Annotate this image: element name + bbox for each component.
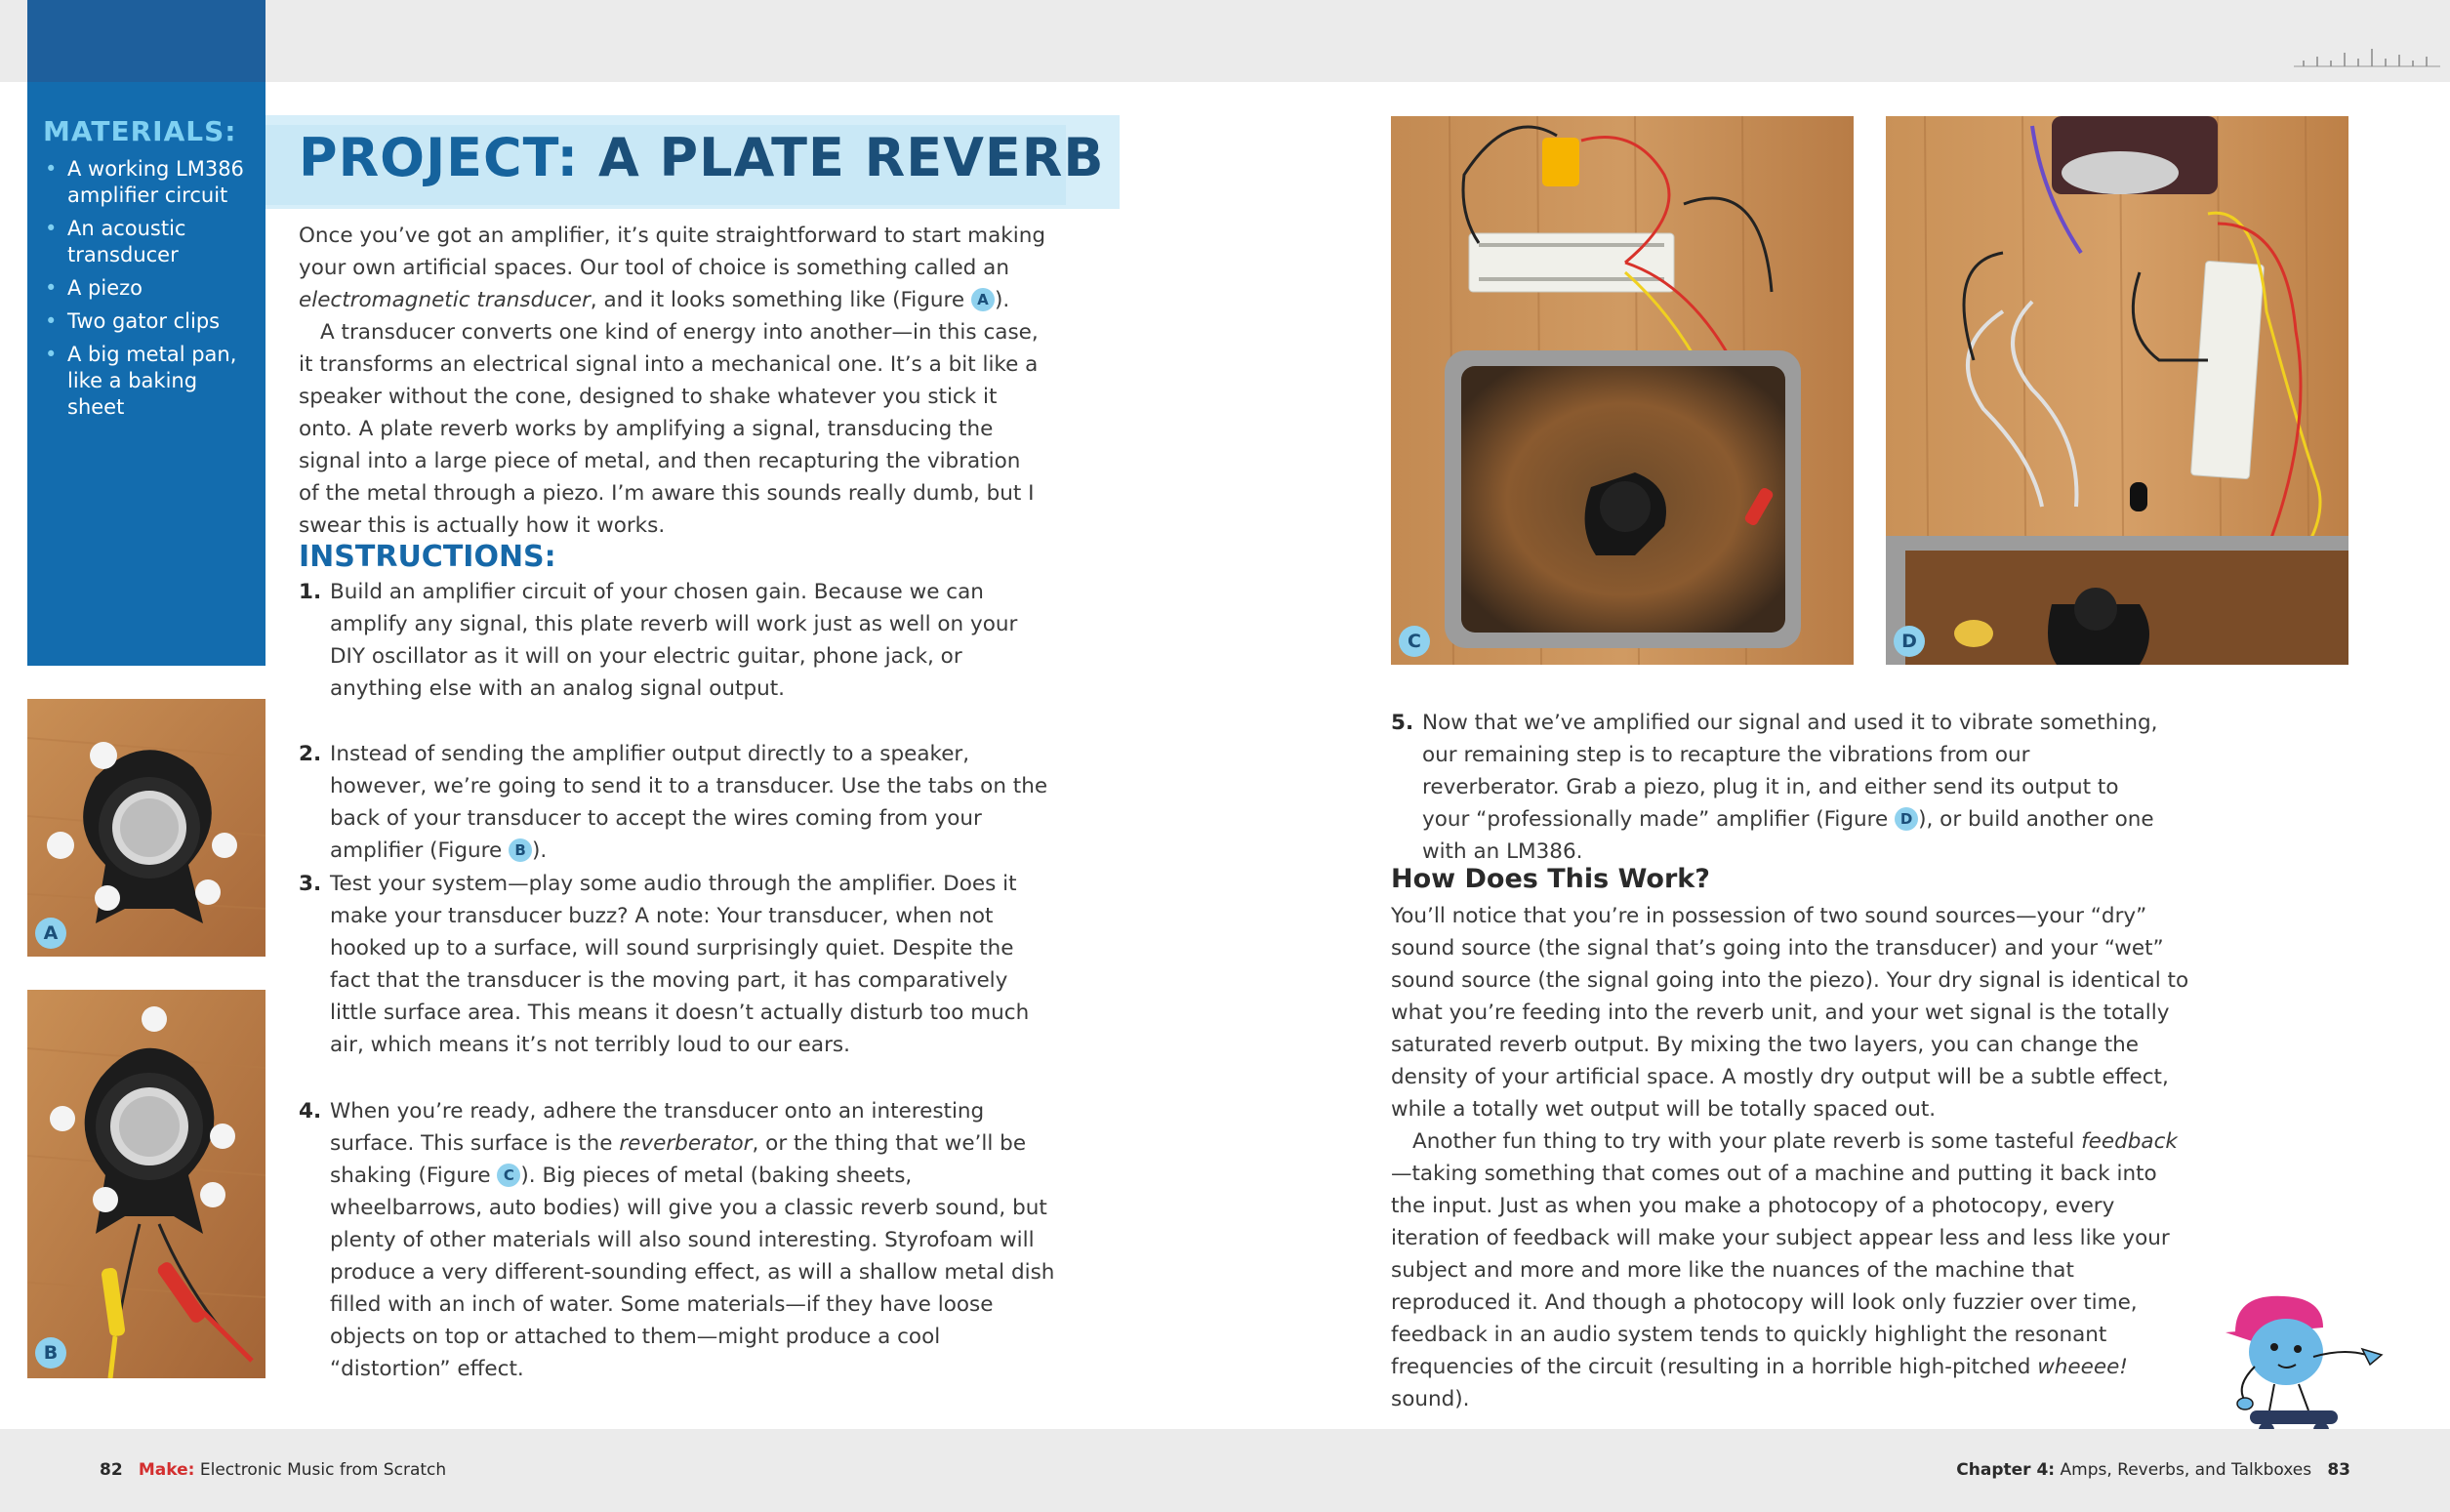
step-text: Build an amplifier circuit of your chosen gain. Because we can amplify any signal, this plate reverb will work just as well on your DIY oscillator as it will on your electric guitar, phone jack, or anything else with an analog signal output. xyxy=(330,580,1018,701)
brand-label: Make: xyxy=(138,1460,195,1480)
how-p2-emphasis-2: wheeee! xyxy=(2037,1355,2128,1379)
figure-d-photo xyxy=(1886,116,2348,665)
intro-paragraph-2: A transducer converts one kind of energy into another—in this case, it transforms an electrical signal into a mechanical one. It’s a bit like a speaker without the cone, designed to shake whatever you stick it onto. A plate reverb works by amplifying a signal, transducing the signal into a large piece of metal, and then recapturing the vibration of the metal through a piezo. I’m aware this sounds really dumb, but I swear this is actually how it works. xyxy=(299,320,1039,538)
book-title: Electronic Music from Scratch xyxy=(194,1460,447,1480)
intro-p1-text-after: , and it looks something like (Figure xyxy=(590,288,971,312)
how-p2-end: sound). xyxy=(1391,1387,1470,1411)
step-text: Test your system—play some audio through the amplifier. Does it make your transducer buzz? A note: Your transducer, when not hooked up to a surface, will sound surprisingly quiet. Despite the fact that the transducer is the moving part, it has comparatively little surface area. This means it doesn’t actually disturb too much air, which means it’s not terribly loud to our ears. xyxy=(330,872,1030,1057)
step5-after: ), or build another one with an LM386. xyxy=(1422,807,2154,864)
footer-right xyxy=(1956,1460,2350,1480)
figure-ref-b[interactable]: B xyxy=(509,838,532,862)
how-heading: How Does This Work? xyxy=(1391,864,1710,894)
page-number-right: 83 xyxy=(2327,1460,2350,1480)
transducer-wired-image xyxy=(27,990,265,1378)
materials-item: • A working LM386 amplifier circuit xyxy=(43,156,253,209)
instructions-heading: INSTRUCTIONS: xyxy=(299,540,556,574)
step-number: 5. xyxy=(1391,711,1414,735)
step-text xyxy=(330,1095,1055,1385)
materials-item: • A piezo xyxy=(43,275,253,302)
figure-ref-c[interactable]: C xyxy=(497,1164,520,1187)
piezo-pickup-image xyxy=(1886,116,2348,665)
step-4 xyxy=(299,1095,1055,1385)
skateboard-mascot-icon xyxy=(2216,1288,2391,1445)
step-number: 4. xyxy=(299,1099,322,1124)
page-title xyxy=(299,127,1105,188)
step4-mid: , or the thing that we’ll be shaking (Figure xyxy=(330,1131,1027,1188)
materials-list xyxy=(43,156,253,428)
how-paragraph-2 xyxy=(1391,1125,2191,1415)
intro-text xyxy=(299,220,1045,542)
page-number-left: 82 xyxy=(100,1460,123,1480)
step2-text: Instead of sending the amplifier output directly to a speaker, however, we’re going to send it to a transducer. Use the tabs on the back of your transducer to accept the wires coming from your amplifier (Figure xyxy=(330,742,1048,863)
step-text xyxy=(1422,707,2172,868)
figure-c-photo xyxy=(1391,116,1854,665)
figure-label-a: A xyxy=(35,918,66,949)
ruler-marks-icon xyxy=(2294,43,2440,70)
top-band xyxy=(0,0,2450,82)
how-p2-text: Another fun thing to try with your plate reverb is some tasteful xyxy=(1412,1129,2082,1154)
intro-p1-end: ). xyxy=(994,288,1010,312)
materials-item: • A big metal pan, like a baking sheet xyxy=(43,342,253,421)
how-paragraph-1: You’ll notice that you’re in possession of two sound sources—your “dry” sound source (the signal that’s going into the transducer) and your “wet” sound source (the signal going into the piezo). Your dry signal is identical to what you’re feeding into the reverb unit, and your wet signal is the totally saturated reverb output. By mixing the two layers, you can change the density of your artificial space. A mostly dry output will be a subtle effect, while a totally wet output will be totally spaced out. xyxy=(1391,904,2189,1122)
step-number: 2. xyxy=(299,742,322,766)
plate-reverb-setup-image xyxy=(1391,116,1854,665)
step-2 xyxy=(299,738,1055,867)
chapter-title: Amps, Reverbs, and Talkboxes xyxy=(2055,1460,2312,1480)
step-number: 1. xyxy=(299,580,322,604)
figure-a-photo xyxy=(27,699,265,957)
title-rest: A PLATE REVERB xyxy=(579,127,1105,188)
materials-item: • Two gator clips xyxy=(43,308,253,335)
step2-end: ). xyxy=(532,838,548,863)
intro-paragraph-1 xyxy=(299,220,1045,316)
how-p2-mid: —taking something that comes out of a machine and putting it back into the input. Just as when you make a photocopy of a photocopy, every iteration of feedback will make your subject appear less and less like your subject and more and more like the nuances of the machine that reproduced it. And though a photocopy will look only fuzzier over time, feedback in an audio system tends to quickly highlight the resonant frequencies of the circuit (resulting in a horrible high-pitched xyxy=(1391,1162,2170,1379)
step5-text: Now that we’ve amplified our signal and used it to vibrate something, our remaining step is to recapture the vibrations from our reverberator. Grab a piezo, plug it in, and either send its output to your “professionally made” amplifier (Figure xyxy=(1422,711,2158,832)
how-text xyxy=(1391,900,2191,1415)
materials-item: • An acoustic transducer xyxy=(43,216,253,268)
step-3 xyxy=(299,868,1055,1061)
step4-emphasis: reverberator xyxy=(619,1131,753,1156)
transducer-image xyxy=(27,699,265,957)
footer-left xyxy=(100,1460,446,1480)
step4-after: ). Big pieces of metal (baking sheets, wheelbarrows, auto bodies) will give you a classic reverb sound, but plenty of other materials will also sound interesting. Styrofoam will produce a very different-sounding effect, as will a shallow metal dish filled with an inch of water. Some materials—if they have loose objects on top or attached to them—might produce a cool “distortion” effect. xyxy=(330,1164,1055,1381)
materials-title: MATERIALS: xyxy=(43,115,237,147)
chapter-label: Chapter 4: xyxy=(1956,1460,2056,1480)
step-5 xyxy=(1391,707,2172,868)
step-text xyxy=(330,738,1055,867)
figure-b-photo xyxy=(27,990,265,1378)
how-p2-emphasis: feedback xyxy=(2081,1129,2178,1154)
step-number: 3. xyxy=(299,872,322,896)
intro-p1-emphasis: electromagnetic transducer xyxy=(299,288,591,312)
figure-label-b: B xyxy=(35,1337,66,1369)
intro-p1-text: Once you’ve got an amplifier, it’s quite straightforward to start making your own artificial spaces. Our tool of choice is something called an xyxy=(299,224,1045,280)
sidebar-top xyxy=(27,0,265,82)
title-prefix: PROJECT: xyxy=(299,127,580,188)
figure-ref-d[interactable]: D xyxy=(1895,807,1918,831)
step-1 xyxy=(299,576,1055,705)
step4-text: When you’re ready, adhere the transducer onto an interesting surface. This surface is the xyxy=(330,1099,985,1156)
figure-label-c: C xyxy=(1399,626,1430,657)
figure-ref-a[interactable]: A xyxy=(971,288,995,311)
figure-label-d: D xyxy=(1894,626,1925,657)
